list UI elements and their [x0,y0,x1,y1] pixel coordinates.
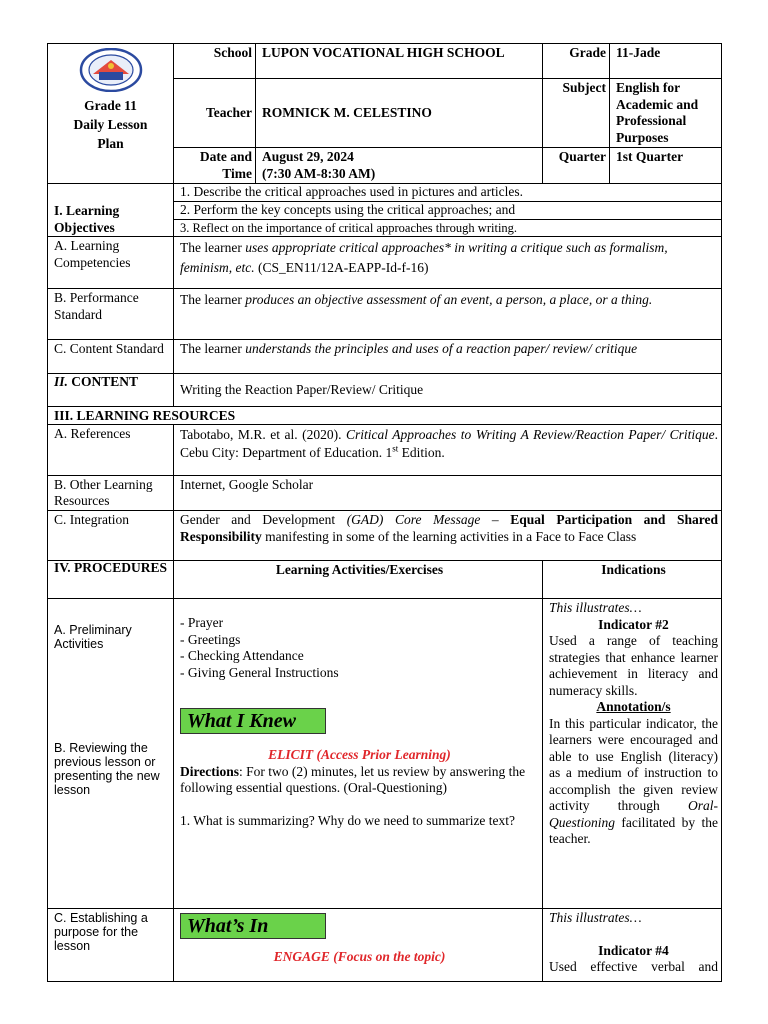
lesson-plan-table [47,43,722,982]
question-1: 1. What is summarizing? Why do we need to summarize text? [180,812,516,828]
whats-in-banner: What’s In [180,913,326,939]
date-value [256,148,543,184]
indicator-2-cell [543,599,722,909]
references-post: . Cebu City: Department of Education. 1 [180,427,719,460]
date-label [174,148,256,184]
content-standard-value [174,340,722,374]
references-title: Critical Approaches to Writing A Review/Reaction Paper/ Critique [346,427,715,442]
integration-bold: Equal Participation and Shared Responsibility [180,512,719,544]
other-resources-value: Internet, Google Scholar [174,476,722,511]
header-title-line-3: Plan [97,136,124,151]
procedures-label: IV. PROCEDURES [48,561,174,599]
subject-value: English for Academic and Professional Purposes [610,79,722,148]
grade-value: 11-Jade [610,44,722,79]
elicit-heading: ELICIT (Access Prior Learning) [268,747,451,762]
content-standard-pre: The learner [180,341,246,356]
subject-label: Subject [543,79,610,148]
purpose-activities [174,909,543,982]
indicator-4-illustrates: This illustrates… [549,910,642,925]
content-value: Writing the Reaction Paper/Review/ Critique [174,374,722,407]
list-item: - Giving General Instructions [180,664,339,680]
performance-label: B. Performance Standard [48,289,174,340]
performance-italic: produces an objective assessment of an event, a person, a place, or a thing. [245,292,653,307]
indicator-2-text: Used a range of teaching strategies that enhance learner achievement in literacy and numeracy skills. [549,633,718,698]
integration-pre: Gender and Development [180,512,347,527]
teacher-label-text: Teacher [206,104,252,120]
lesson-plan-document [47,43,721,982]
list-item: - Prayer [180,615,224,630]
list-item: - Greetings [180,631,241,647]
directions-label: Directions [180,763,239,779]
references-sup: st [392,443,399,454]
prelim-list [180,615,539,681]
integration-label: C. Integration [48,511,174,561]
date-value-line-2: (7:30 AM-8:30 AM) [262,165,376,181]
teacher-label [174,79,256,148]
references-end: Edition. [398,445,445,460]
purpose-label: C. Establishing a purpose for the lesson [48,909,174,982]
annotation-title: Annotation/s [596,699,671,714]
competencies-value [174,237,722,289]
resources-label: III. LEARNING RESOURCES [48,407,722,425]
objectives-label [48,184,174,237]
review-label: B. Reviewing the previous lesson or presenting the new lesson [54,741,160,797]
competencies-italic: uses appropriate critical approaches* in writing a critique such as formalism, feminism, etc. [180,240,668,275]
prelim-review-labels [48,599,174,909]
what-i-knew-banner: What I Knew [180,708,326,734]
annotation-pre: In this particular indicator, the learners were encouraged and able to use English (literacy) as a medium of instruction to accomplish the given review activity through [549,715,718,813]
performance-value [174,289,722,340]
objective-item-1: 1. Describe the critical approaches used in pictures and articles. [174,184,722,202]
directions-body: : For two (2) minutes, let us review by answering the following essential questions. (Oral-Questioning) [180,763,526,795]
activities-column-header: Learning Activities/Exercises [174,561,543,599]
competencies-code: (CS_EN11/12A-EAPP-Id-f-16) [254,260,429,275]
header-title-cell [48,44,174,184]
integration-value [174,511,722,561]
quarter-label: Quarter [543,148,610,184]
objectives-label-text: I. Learning Objectives [54,203,120,235]
indicator-4-title: Indicator #4 [598,942,669,958]
objective-item-2: 2. Perform the key concepts using the critical approaches; and [174,202,722,220]
objective-item-3: 3. Reflect on the importance of critical approaches through writing. [174,220,722,237]
deped-seal-icon [79,48,143,92]
date-label-line-2: Time [222,165,252,181]
header-title-line-1: Grade 11 [84,98,137,113]
directions-text [180,764,539,797]
annotation-post: facilitated by the teacher. [549,814,718,846]
references-pre: Tabotabo, M.R. et al. (2020). [180,427,347,442]
annotation-text [549,716,718,848]
performance-pre: The learner [180,292,246,307]
content-standard-italic: understands the principles and uses of a reaction paper/ review/ critique [245,341,638,356]
content-label-numeral: II. [54,374,68,389]
integration-post: manifesting in some of the learning activities in a Face to Face Class [261,528,637,544]
other-resources-label: B. Other Learning Resources [48,476,174,511]
integration-italic: (GAD) Core Message [346,512,481,527]
indicator-4-text: Used effective verbal and [549,959,718,974]
competencies-pre: The learner [180,240,246,255]
content-label [48,374,174,407]
engage-heading: ENGAGE (Focus on the topic) [273,949,446,964]
date-label-line-1: Date and [199,149,252,164]
indicator-2-illustrates: This illustrates… [549,600,642,615]
indications-column-header: Indications [543,561,722,599]
competencies-label: A. Learning Competencies [48,237,174,289]
teacher-value [256,79,543,148]
indicator-4-cell [543,909,722,982]
prelim-review-activities [174,599,543,909]
teacher-value-text: ROMNICK M. CELESTINO [262,104,432,120]
references-value [174,425,722,476]
header-title-line-2: Daily Lesson [73,117,148,132]
date-value-line-1: August 29, 2024 [262,149,354,164]
annotation-italic: Oral-Questioning [549,798,718,830]
integration-dash: – [480,512,511,527]
content-standard-label: C. Content Standard [48,340,174,374]
indicator-2-title: Indicator #2 [598,616,669,632]
quarter-value: 1st Quarter [610,148,722,184]
list-item: - Checking Attendance [180,648,304,663]
school-value: LUPON VOCATIONAL HIGH SCHOOL [256,44,543,79]
content-label-text: CONTENT [67,374,139,389]
references-label: A. References [48,425,174,476]
school-label: School [174,44,256,79]
prelim-label: A. Preliminary Activities [54,623,132,651]
grade-label: Grade [543,44,610,79]
